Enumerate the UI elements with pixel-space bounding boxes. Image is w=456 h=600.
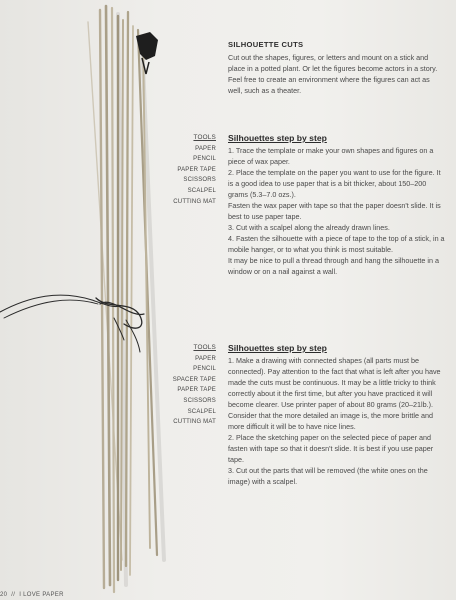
intro-title: SILHOUETTE CUTS	[228, 40, 304, 49]
tools-list-2	[160, 343, 216, 428]
page-number: 20	[0, 592, 8, 598]
tool-item: PAPER	[195, 145, 216, 152]
intro-block	[228, 40, 440, 96]
tool-item: SCISSORS	[183, 177, 216, 184]
tool-item: SPACER TAPE	[172, 376, 216, 383]
tools-label: TOOLS	[193, 344, 216, 351]
tool-item: PENCIL	[193, 156, 216, 163]
stick-bundle	[88, 6, 157, 592]
tool-item: SCALPEL	[187, 408, 216, 415]
section-title: Silhouettes step by step	[228, 343, 327, 353]
tool-item: SCISSORS	[183, 397, 216, 404]
tool-item: PAPER TAPE	[177, 387, 216, 394]
book-title: I LOVE PAPER	[19, 592, 64, 598]
section-title: Silhouettes step by step	[228, 133, 327, 143]
tools-list-1	[160, 133, 216, 207]
tool-item: PAPER TAPE	[177, 166, 216, 173]
section-1-content	[228, 133, 446, 277]
tools-label: TOOLS	[193, 134, 216, 141]
intro-body: Cut out the shapes, figures, or letters and mount on a stick and place in a potted plant. Or let the figures become actors in a story. Feel free to create an environment where the figures can act as well, such as a theater.	[228, 53, 438, 95]
tool-item: SCALPEL	[187, 187, 216, 194]
section-body: 1. Trace the template or make your own shapes and figures on a piece of wax paper. 2. Place the template on the paper you want to use for the figure. It is a good idea to use paper that is a bit thicker, about 150–200 grams (5.3–7.0 ozs.). Fasten the wax paper with tape so that the paper doesn't slide. It is best to use paper tape. 3. Cut with a scalpel along the already drawn lines. 4. Fasten the silhouette with a piece of tape to the top of a stick, in a mobile hanger, or to what you think is most suitable. It may be nice to pull a thread through and hang the silhouette in a window or on a nail against a wall.	[228, 146, 445, 276]
tool-item: PENCIL	[193, 366, 216, 373]
section-body: 1. Make a drawing with connected shapes (all parts must be connected). Pay attention to the fact that what is left after you have made the cuts must be continuous. It may be a little tricky to think correctly about it the first time, but after you have practiced it will become clearer. Use printer paper of about 80 grams (20–21lb.). Consider that the more detailed an image is, the more brittle and more difficult it will be to have nice lines. 2. Place the sketching paper on the selected piece of paper and fasten with tape so that it doesn't slide. It is best if you use paper tape. 3. Cut out the parts that will be removed (the white ones on the image) with a scalpel.	[228, 356, 441, 486]
tool-item: CUTTING MAT	[173, 198, 216, 205]
tool-item: CUTTING MAT	[173, 419, 216, 426]
section-2-content	[228, 343, 446, 487]
tool-item: PAPER	[195, 355, 216, 362]
page-footer	[0, 592, 64, 598]
footer-separator: //	[11, 592, 16, 598]
